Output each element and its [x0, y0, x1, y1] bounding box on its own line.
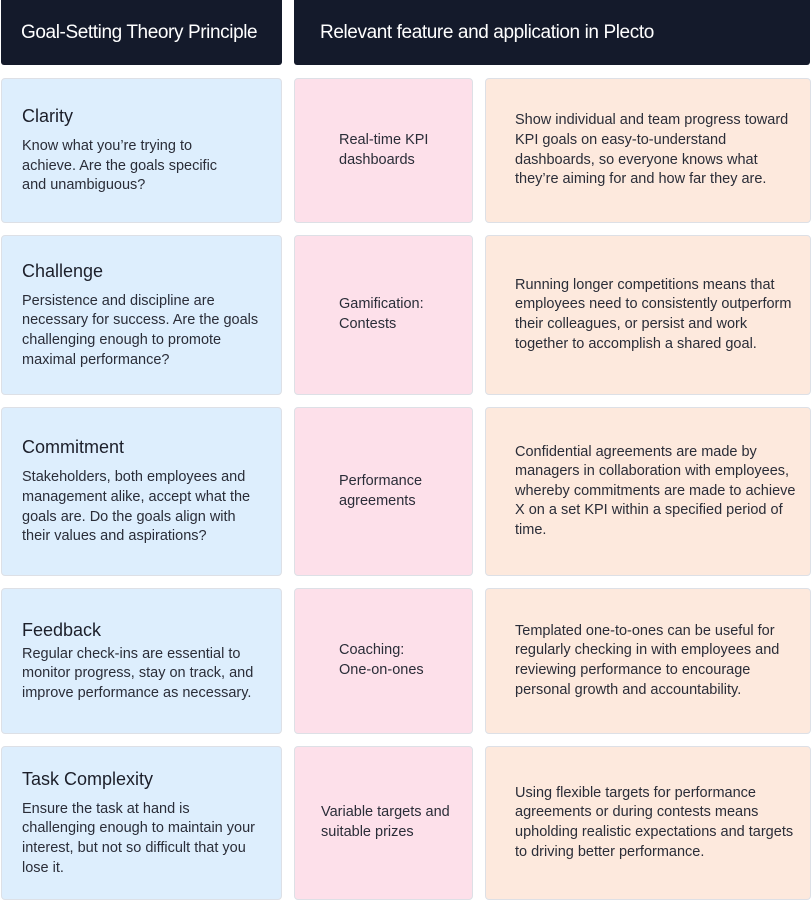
- table-row: [0, 407, 811, 576]
- principle-cell: [1, 235, 282, 395]
- principle-description: Know what you’re trying to achieve. Are the goals specific and unambiguous?: [22, 138, 218, 194]
- feature-cell: [294, 588, 473, 734]
- application-cell: [485, 588, 811, 734]
- principle-title: Task Complexity: [22, 768, 154, 789]
- feature-name: Variable targets and suitable prizes: [321, 804, 450, 840]
- column-header-feature-application: Relevant feature and application in Plecto: [294, 0, 810, 65]
- principle-cell: [1, 588, 282, 734]
- feature-cell: [294, 746, 473, 900]
- feature-cell: [294, 407, 473, 576]
- principle-description: Stakeholders, both employees and management alike, accept what the goals are. Do the goals align with their values and aspirations?: [22, 469, 251, 545]
- principle-title: Feedback: [22, 619, 102, 640]
- table-row: [0, 746, 811, 900]
- feature-cell: [294, 235, 473, 395]
- application-cell: [485, 235, 811, 395]
- principle-description: Persistence and discipline are necessary for success. Are the goals challenging enough to promote maximal performance?: [22, 292, 259, 368]
- principle-description: Regular check-ins are essential to monitor progress, stay on track, and improve performance as necessary.: [22, 645, 254, 701]
- feature-name: Performance agreements: [339, 472, 423, 509]
- application-description: Templated one-to-ones can be useful for regularly checking in with employees and reviewing performance to encourage personal growth and accountability.: [515, 622, 780, 698]
- feature-name: Gamification: Contests: [339, 296, 424, 332]
- principle-title: Clarity: [22, 106, 74, 127]
- application-description: Confidential agreements are made by managers in collaboration with employees, whereby commitments are made to achieve X on a set KPI within a specified period of time.: [515, 443, 796, 538]
- table-row: [0, 78, 811, 223]
- principle-description: Ensure the task at hand is challenging enough to maintain your interest, but not so difficult that you lose it.: [22, 800, 255, 876]
- table-row: [0, 235, 811, 395]
- principle-title: Commitment: [22, 437, 125, 458]
- principle-cell: [1, 746, 282, 900]
- application-cell: [485, 407, 811, 576]
- application-description: Show individual and team progress toward KPI goals on easy-to-understand dashboards, so everyone knows what they’re aiming for and how far they are.: [515, 112, 789, 188]
- application-cell: [485, 746, 811, 900]
- principle-cell: [1, 78, 282, 223]
- application-description: Running longer competitions means that employees need to consistently outperform their colleagues, or persist and work together to accomplish a shared goal.: [515, 276, 792, 352]
- table-row: [0, 588, 811, 734]
- principle-cell: [1, 407, 282, 576]
- application-description: Using flexible targets for performance agreements or during contests means upholding realistic expectations and targets to driving better performance.: [515, 784, 794, 860]
- column-header-principle: Goal-Setting Theory Principle: [1, 0, 282, 65]
- feature-cell: [294, 78, 473, 223]
- feature-name: Coaching: One-on-ones: [339, 642, 424, 678]
- application-cell: [485, 78, 811, 223]
- feature-name: Real-time KPI dashboards: [339, 131, 429, 168]
- principle-title: Challenge: [22, 260, 104, 281]
